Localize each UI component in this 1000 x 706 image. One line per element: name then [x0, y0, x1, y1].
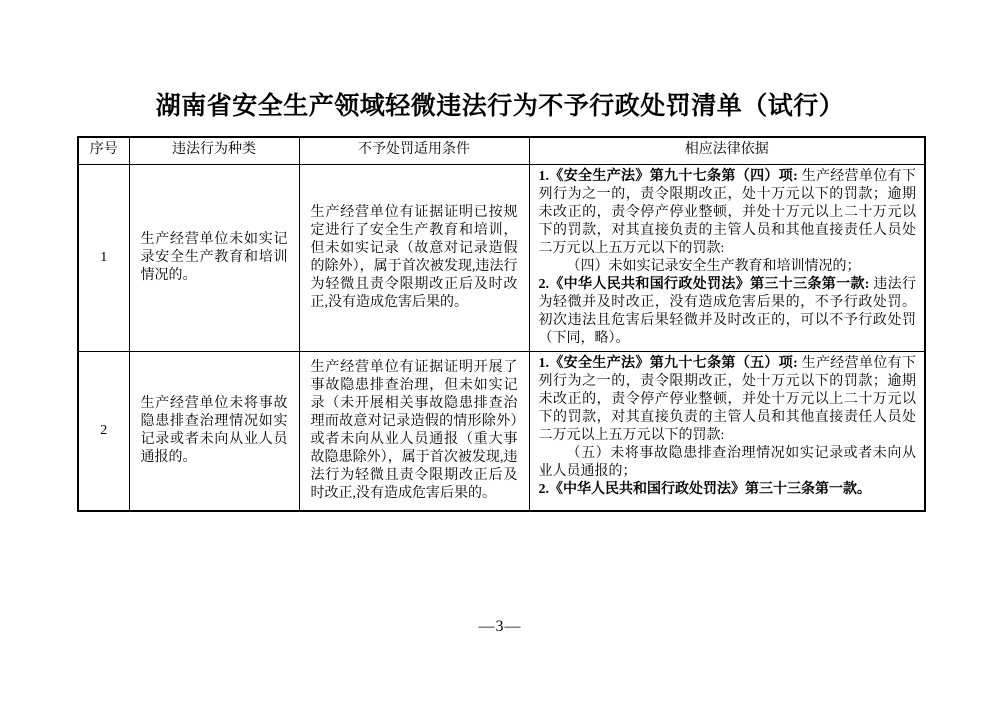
legal-paragraph: 1.《安全生产法》第九十七条第（五）项: 生产经营单位有下列行为之一的，责令限期改正，处十万元以下的罚款；逾期未改正的，责令停产停业整顿，并处十万元以上二十万元以下的罚款，对其直接负责的主管人员和其他直接责任人员处二万元以上五万元以下的罚款:: [538, 355, 916, 443]
legal-basis-cell: [529, 351, 925, 511]
legal-paragraph-lead: 1.《安全生产法》第九十七条第（四）项:: [538, 168, 798, 184]
table-header: [78, 137, 925, 164]
legal-paragraph: 2.《中华人民共和国行政处罚法》第三十三条第一款: 违法行为轻微并及时改正，没有造成危害后果的，不予行政处罚。初次违法且危害后果轻微并及时改正的，可以不予行政处罚（下同，略）。: [538, 276, 917, 346]
table-row: [78, 164, 925, 351]
page-title: 湖南省安全生产领域轻微违法行为不予行政处罚清单（试行）: [155, 93, 845, 120]
row-number-cell: 2: [78, 351, 129, 511]
legal-paragraph: 1.《安全生产法》第九十七条第（四）项: 生产经营单位有下列行为之一的，责令限期改正，处十万元以下的罚款；逾期未改正的，责令停产停业整顿，并处十万元以上二十万元以下的罚款，对其直接负责的主管人员和其他直接责任人员处二万元以上五万元以下的罚款:: [538, 168, 916, 256]
header-cell-col-violation: 违法行为种类: [129, 137, 299, 164]
header-cell-col-no: 序号: [78, 137, 129, 164]
header-cell-col-legal: 相应法律依据: [529, 137, 925, 164]
legal-paragraph-lead: 2.《中华人民共和国行政处罚法》第三十三条第一款。: [538, 481, 871, 497]
table-row: [78, 351, 925, 511]
legal-paragraph-lead: 2.《中华人民共和国行政处罚法》第三十三条第一款:: [538, 276, 870, 292]
violation-cell: 生产经营单位未将事故隐患排查治理情况如实记录或者未向从业人员通报的。: [129, 351, 299, 511]
legal-basis-cell: [529, 164, 925, 351]
violation-cell: 生产经营单位未如实记录安全生产教育和培训情况的。: [129, 164, 299, 351]
page-number: —3—: [478, 618, 522, 635]
legal-paragraph: （五）未将事故隐患排查治理情况如实记录或者未向从业人员通报的；: [538, 445, 916, 479]
row-number-cell: 1: [78, 164, 129, 351]
header-row: [78, 137, 925, 164]
legal-paragraph-lead: 1.《安全生产法》第九十七条第（五）项:: [538, 355, 798, 371]
penalty-table: [77, 136, 926, 512]
table-body: [78, 164, 925, 511]
legal-paragraph: （四）未如实记录安全生产教育和培训情况的；: [566, 258, 861, 274]
condition-cell: 生产经营单位有证据证明已按规定进行了安全生产教育和培训，但未如实记录（故意对记录造假的除外），属于首次被发现,违法行为轻微且责令限期改正后及时改正,没有造成危害后果的。: [299, 164, 529, 351]
legal-paragraph: [539, 481, 917, 499]
header-cell-col-condition: 不予处罚适用条件: [299, 137, 529, 164]
condition-cell: 生产经营单位有证据证明开展了事故隐患排查治理，但未如实记录（未开展相关事故隐患排查治理而故意对记录造假的情形除外）或者未向从业人员通报（重大事故隐患除外），属于首次被发现,违法行为轻微且责令限期改正后及时改正,没有造成危害后果的。: [299, 351, 529, 511]
